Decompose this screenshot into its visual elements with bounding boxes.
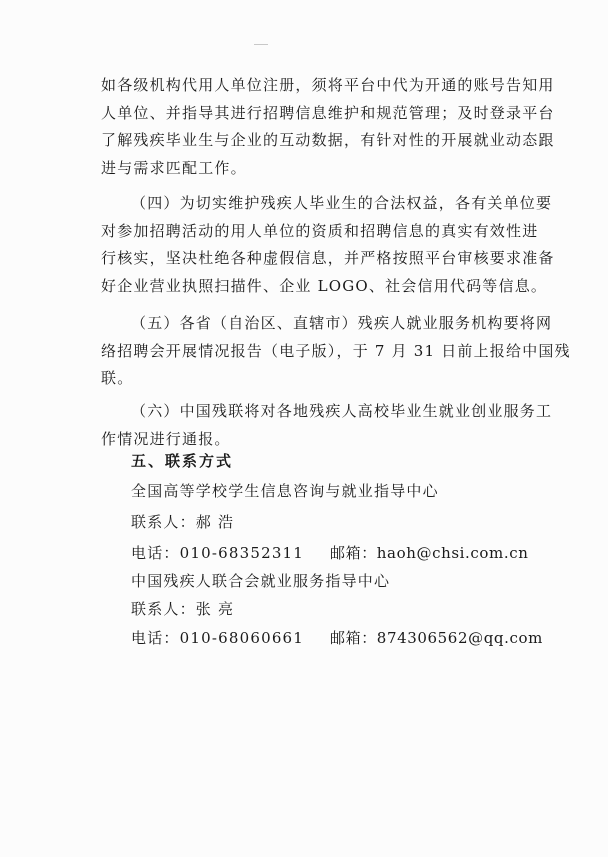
contact-email: 邮箱：874306562@qq.com (330, 629, 543, 647)
paragraph-line: 行核实，坚决杜绝各种虚假信息，并严格按照平台审核要求准备 (101, 249, 555, 267)
paragraph-line: （四）为切实维护残疾人毕业生的合法权益，各有关单位要 (131, 194, 553, 212)
contact-person: 联系人：张 亮 (131, 600, 235, 618)
paragraph-line: （六）中国残联将对各地残疾人高校毕业生就业创业服务工 (131, 402, 553, 420)
paragraph-item-six (101, 398, 553, 453)
paragraph-line: 作情况进行通报。 (101, 429, 231, 448)
paragraph-line: 络招聘会开展情况报告（电子版），于 7 月 31 日前上报给中国残 (101, 341, 571, 360)
paragraph-line: 如各级机构代用人单位注册，须将平台中代为开通的账号告知用 (101, 76, 555, 94)
page-top-mark (254, 44, 268, 45)
paragraph-registration (101, 72, 555, 182)
contact-org: 中国残疾人联合会就业服务指导中心 (131, 572, 391, 590)
contact-phone: 电话：010-68060661 (131, 629, 305, 647)
paragraph-line: 了解残疾毕业生与企业的互动数据，有针对性的开展就业动态跟 (101, 131, 555, 149)
paragraph-item-four (101, 190, 555, 300)
paragraph-item-five (101, 310, 571, 393)
contact-phone: 电话：010-68352311 (131, 544, 305, 562)
contact-email: 邮箱：haoh@chsi.com.cn (330, 544, 529, 562)
paragraph-line: 人单位、并指导其进行招聘信息维护和规范管理；及时登录平台 (101, 103, 555, 122)
contact-org: 全国高等学校学生信息咨询与就业指导中心 (131, 482, 439, 500)
paragraph-line: （五）各省（自治区、直辖市）残疾人就业服务机构要将网 (131, 314, 553, 332)
contact-person: 联系人：郝 浩 (131, 513, 235, 531)
paragraph-line: 联。 (101, 369, 134, 387)
section-heading-contacts: 五、联系方式 (131, 452, 234, 470)
paragraph-line: 对参加招聘活动的用人单位的资质和招聘信息的真实有效性进 (101, 221, 539, 240)
paragraph-line: 进与需求匹配工作。 (101, 158, 247, 177)
paragraph-line: 好企业营业执照扫描件、企业 LOGO、社会信用代码等信息。 (101, 276, 548, 295)
